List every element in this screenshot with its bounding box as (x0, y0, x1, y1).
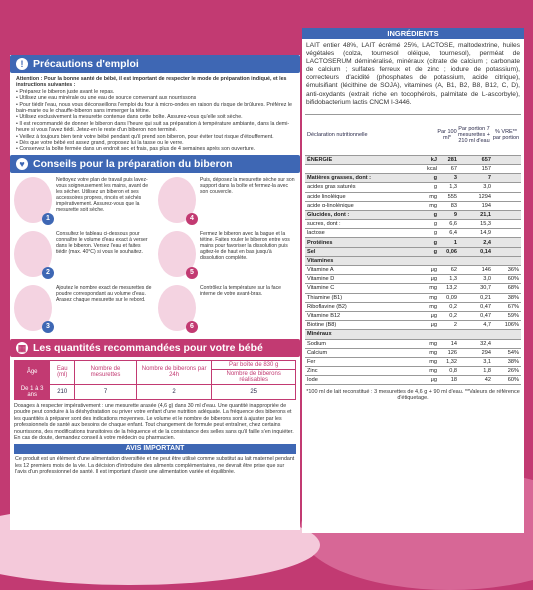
nutrition-cell-b: 1294 (459, 192, 493, 201)
step-number: 1 (42, 213, 54, 225)
precaution-item: • Préparez le biberon juste avant le repas. (16, 88, 115, 95)
nutrition-col-portion: Par portion 7 mesurettes + 210 ml d'eau (458, 125, 490, 144)
nutrition-cell-c: 59% (493, 311, 521, 320)
step-illustration (14, 231, 52, 277)
nutrition-cell-unit: μg (425, 376, 439, 385)
nutrition-cell-b: 3,1 (459, 357, 493, 366)
nutrition-cell-unit: g (425, 238, 439, 247)
nutrition-col-vre: % VRE** par portion (492, 128, 520, 141)
nutrition-row (305, 330, 521, 339)
nutrition-cell-c: 38% (493, 357, 521, 366)
nutrition-cell-a: 0,09 (439, 293, 459, 302)
nutrition-cell-c (493, 339, 521, 348)
nutrition-cell-b: 1,8 (459, 367, 493, 376)
nutrition-cell-a: 6,4 (439, 229, 459, 238)
nutrition-cell-a: 0,06 (439, 247, 459, 256)
nutrition-row (305, 201, 521, 210)
nutrition-cell-unit: g (425, 229, 439, 238)
nutrition-cell-unit: μg (425, 311, 439, 320)
nutrition-cell-b: 30,7 (459, 284, 493, 293)
nutrition-cell-c (493, 174, 521, 183)
quantities-body (10, 357, 300, 444)
nutrition-cell-b: 21,1 (459, 210, 493, 219)
q-cell-bottles-day: 2 (136, 384, 211, 399)
nutrition-cell-a (439, 256, 459, 265)
q-header-per-box: Par boîte de 830 g (212, 360, 296, 369)
nutrition-cell-a: 83 (439, 201, 459, 210)
nutrition-cell-b: 194 (459, 201, 493, 210)
nutrition-row (305, 302, 521, 311)
nutrition-cell-a: 0,2 (439, 302, 459, 311)
nutrition-cell-label: Calcium (305, 348, 425, 357)
step-number: 6 (186, 321, 198, 333)
nutrition-cell-a: 555 (439, 192, 459, 201)
nutrition-cell-b: 0,47 (459, 311, 493, 320)
step-1 (14, 177, 152, 227)
nutrition-cell-c: 38% (493, 293, 521, 302)
nutrition-row (305, 164, 521, 173)
step-text: Consultez le tableau ci-dessous pour connaître le volume d'eau exact à verser dans le biberon. Versez l'eau et faites tiédir (max. 40°C) si vous le souhaitez. (56, 230, 148, 255)
nutrition-cell-c (493, 201, 521, 210)
nutrition-cell-label: acides gras saturés (305, 183, 425, 192)
nutrition-cell-c (493, 164, 521, 173)
nutrition-cell-a: 0,2 (439, 311, 459, 320)
nutrition-cell-unit: mg (425, 367, 439, 376)
quantities-header (10, 339, 300, 357)
step-illustration (158, 231, 196, 277)
precautions-title: Précautions d'emploi (33, 58, 139, 70)
conseils-header (10, 155, 300, 173)
nutrition-cell-label: Protéines (305, 238, 425, 247)
nutrition-cell-label: Riboflavine (B2) (305, 302, 425, 311)
nutrition-cell-c (493, 330, 521, 339)
nutrition-cell-a: 281 (439, 156, 459, 165)
nutrition-cell-unit: g (425, 183, 439, 192)
nutrition-cell-b: 157 (459, 164, 493, 173)
step-text: Ajoutez le nombre exact de mesurettes de poudre correspondant au volume d'eau. Arasez chaque mesurette sur le rebord. (56, 284, 152, 303)
nutrition-header (305, 114, 521, 156)
nutrition-cell-b: 0,47 (459, 302, 493, 311)
step-illustration (14, 177, 52, 223)
nutrition-row (305, 183, 521, 192)
step-number: 2 (42, 267, 54, 279)
precautions-list (16, 89, 294, 153)
nutrition-cell-label: ÉNERGIE (305, 156, 425, 165)
nutrition-cell-a: 62 (439, 266, 459, 275)
quantities-title: Les quantités recommandées pour votre bébé (33, 341, 263, 354)
nutrition-row (305, 266, 521, 275)
nutrition-cell-unit: kcal (425, 164, 439, 173)
step-text: Nettoyez votre plan de travail puis lavez-vous soigneusement les mains, avant de les sécher. Utilisez un biberon et ses accessoires propres, rincés et séchés impérativement. Assurez-vous que la mesurette soit sèche. (56, 176, 149, 213)
nutrition-cell-unit: g (425, 247, 439, 256)
avis-text: Ce produit est un élément d'une alimentation diversifiée et ne peut être utilisé comme substitut au lait maternel pendant les 12 premiers mois de la vie. La décision d'introduire des aliments complémentaires, ne devrait être prise que sur l'avis d'un professionnel de santé. Il est important d'avoir une alimentation variée et équilibrée. (15, 456, 295, 476)
nutrition-cell-label: Sel (305, 247, 425, 256)
nutrition-row (305, 156, 521, 165)
nutrition-cell-label (305, 164, 425, 173)
q-cell-scoops: 7 (75, 384, 137, 399)
q-header-water: Eau (ml) (50, 360, 75, 384)
quantities-table (14, 360, 296, 400)
nutrition-cell-unit: mg (425, 293, 439, 302)
nutrition-cell-label: Matières grasses, dont : (305, 174, 425, 183)
nutrition-cell-label: Vitamine D (305, 275, 425, 284)
dosage-text: Dosages à respecter impérativement : une mesurette arasée (4,6 g) dans 30 ml d'eau. Une quantité inappropriée de poudre peut conduire à la déshydratation ou priver votre enfant d'une nutrition adéquate. La fréquence des biberons et les quantités à préparer sont des indications moyennes. Le volume et le nombre de biberons sont à ajuster par les professionnels de santé aux besoins de chaque enfant. Tout changement de formule peut entraîner, chez certains nourrissons, des modifications transitoires de la fréquence et de la consistance des selles sans qu'il faille s'en inquiéter. En cas de doute, demandez conseil à votre médecin ou pharmacien. (14, 402, 294, 441)
precaution-item: • Utilisez une eau minérale ou une eau de source convenant aux nourrissons (16, 95, 197, 102)
nutrition-cell-b: 7 (459, 174, 493, 183)
nutrition-cell-label: Vitamines (305, 256, 425, 265)
nutrition-cell-label: Sodium (305, 339, 425, 348)
ingredients-text: LAIT entier 48%, LAIT écrémé 25%, LACTOSE, maltodextrine, huiles végétales (colza, tournesol oléique, tournesol), perméat de LACTOSERUM déminéralisé, minéraux (citrate de calcium ; carbonate de calcium ; sulfates ferreux et de zinc ; iodure de potassium), correcteurs d'acidité (phosphates de potassium, acide citrique), émulsifiant (lécithine de SOJA), vitamines (A, B1, B2, B8, B12, C, D), anti-oxydants (extrait riche en tocophérols, palmitate de L-ascorbyle), bifidobacterium lactis CNCM I-3446. (306, 42, 520, 106)
step-illustration (158, 177, 196, 223)
nutrition-cell-label: Minéraux (305, 330, 425, 339)
nutrition-cell-b: 146 (459, 266, 493, 275)
nutrition-cell-unit: mg (425, 302, 439, 311)
nutrition-cell-unit: mg (425, 357, 439, 366)
nutrition-row (305, 229, 521, 238)
nutrition-cell-unit: g (425, 220, 439, 229)
step-5 (158, 231, 296, 281)
nutrition-cell-a: 6,6 (439, 220, 459, 229)
precautions-attention: Attention : Pour la bonne santé de bébé, il est important de respecter le mode de préparation indiqué, et les instructions suivantes : (16, 76, 287, 89)
q-header-bottles-day: Nombre de biberons par 24h (136, 360, 211, 384)
conseils-title: Conseils pour la préparation du biberon (33, 157, 233, 170)
precautions-header (10, 55, 300, 73)
q-cell-age: De 1 à 3 ans (15, 384, 50, 399)
nutrition-cell-label: Iode (305, 376, 425, 385)
q-header-age: Âge (15, 360, 50, 384)
nutrition-cell-label: Vitamine A (305, 266, 425, 275)
q-header-scoops: Nombre de mesurettes (75, 360, 137, 384)
nutrition-cell-label: Thiamine (B1) (305, 293, 425, 302)
nutrition-cell-c: 60% (493, 376, 521, 385)
nutrition-cell-b: 657 (459, 156, 493, 165)
nutrition-row (305, 275, 521, 284)
precaution-item: • Il est recommandé de donner le biberon dans l'heure qui suit sa préparation à température ambiante, dans la demi-heure si vous l'avez tiédi. Jetez-en le reste d'un biberon non terminé. (16, 120, 290, 134)
nutrition-cell-unit (425, 330, 439, 339)
step-number: 4 (186, 213, 198, 225)
precaution-item: • Conservez la boîte fermée dans un endroit sec et frais, pas plus de 4 semaines après son ouverture. (16, 146, 256, 153)
nutrition-row (305, 357, 521, 366)
nutrition-cell-a: 13,2 (439, 284, 459, 293)
nutrition-cell-b: 294 (459, 348, 493, 357)
precautions-body (10, 73, 300, 155)
nutrition-row (305, 367, 521, 376)
nutrition-cell-a: 2 (439, 321, 459, 330)
nutrition-cell-label: lactose (305, 229, 425, 238)
q-cell-water: 210 (50, 384, 75, 399)
nutrition-cell-a: 14 (439, 339, 459, 348)
avis-header: AVIS IMPORTANT (14, 444, 296, 454)
nutrition-table (305, 156, 521, 386)
left-column (10, 55, 300, 530)
nutrition-row (305, 339, 521, 348)
step-illustration (14, 285, 52, 331)
nutrition-cell-a: 3 (439, 174, 459, 183)
nutrition-cell-label: Vitamine B12 (305, 311, 425, 320)
nutrition-row (305, 348, 521, 357)
ingredients-header: INGRÉDIENTS (302, 28, 524, 39)
nutrition-cell-a: 1,3 (439, 275, 459, 284)
nutrition-cell-c (493, 238, 521, 247)
nutrition-row (305, 321, 521, 330)
step-text: Puis, déposez la mesurette sèche sur son support dans la boîte et fermez-la avec son couvercle. (200, 176, 295, 195)
nutrition-cell-b: 0,21 (459, 293, 493, 302)
nutrition-cell-c: 54% (493, 348, 521, 357)
nutrition-cell-c: 68% (493, 284, 521, 293)
nutrition-cell-label: Biotine (B8) (305, 321, 425, 330)
nutrition-cell-a (439, 330, 459, 339)
nutrition-cell-c: 26% (493, 367, 521, 376)
nutrition-cell-label: Vitamine C (305, 284, 425, 293)
nutrition-cell-label: acide α-linolénique (305, 201, 425, 210)
nutrition-cell-unit: mg (425, 339, 439, 348)
nutrition-cell-c: 60% (493, 275, 521, 284)
nutrition-cell-a: 1,32 (439, 357, 459, 366)
nutrition-cell-c (493, 183, 521, 192)
step-3 (14, 285, 152, 335)
nutrition-row (305, 284, 521, 293)
nutrition-row (305, 192, 521, 201)
nutrition-cell-c (493, 210, 521, 219)
nutrition-cell-a: 1,3 (439, 183, 459, 192)
nutrition-cell-c (493, 192, 521, 201)
nutrition-row (305, 311, 521, 320)
nutrition-cell-unit: kJ (425, 156, 439, 165)
nutrition-cell-unit: g (425, 210, 439, 219)
nutrition-row (305, 220, 521, 229)
precaution-item: • Utilisez exclusivement la mesurette contenue dans cette boîte. Assurez-vous qu'elle soit sèche. (16, 114, 243, 121)
steps-grid (10, 173, 300, 339)
precaution-item: • Pour tiédir l'eau, nous vous déconseillons l'emploi du four à micro-ondes en raison du risque de brûlures. Préférez le bain-marie ou le chauffe-biberon sans immerger la tétine. (16, 101, 292, 115)
nutrition-cell-c (493, 247, 521, 256)
nutrition-cell-unit: mg (425, 348, 439, 357)
nutrition-cell-b: 15,3 (459, 220, 493, 229)
nutrition-cell-c: 67% (493, 302, 521, 311)
nutrition-cell-label: Fer (305, 357, 425, 366)
calendar-icon: ▦ (17, 342, 27, 353)
nutrition-cell-a: 1 (439, 238, 459, 247)
step-text: Contrôlez la température sur la face interne de votre avant-bras. (200, 284, 281, 297)
nutrition-row (305, 247, 521, 256)
nutrition-cell-b (459, 256, 493, 265)
nutrition-cell-a: 18 (439, 376, 459, 385)
nutrition-cell-b: 2,4 (459, 238, 493, 247)
nutrition-row (305, 210, 521, 219)
nutrition-cell-c (493, 256, 521, 265)
nutrition-cell-unit: μg (425, 266, 439, 275)
precaution-item: • Dès que votre bébé est assez grand, proposez lui la tasse ou le verre. (16, 140, 184, 147)
nutrition-cell-c: 36% (493, 266, 521, 275)
nutrition-cell-label: acide linoléique (305, 192, 425, 201)
nutrition-cell-unit: μg (425, 321, 439, 330)
nutrition-cell-c: 106% (493, 321, 521, 330)
nutrition-row (305, 376, 521, 385)
nutrition-cell-b: 3,0 (459, 183, 493, 192)
nutrition-row (305, 293, 521, 302)
bottle-icon: ♥ (16, 158, 28, 170)
q-cell-bottles-box: 25 (212, 384, 296, 399)
precaution-item: • Veillez à toujours bien tenir votre bébé pendant qu'il prend son biberon, pour éviter tout risque d'étouffement. (16, 133, 274, 140)
right-column (302, 28, 524, 533)
step-4 (158, 177, 296, 227)
nutrition-cell-unit: g (425, 174, 439, 183)
nutrition-cell-b: 42 (459, 376, 493, 385)
nutrition-cell-c (493, 156, 521, 165)
nutrition-cell-a: 0,8 (439, 367, 459, 376)
step-illustration (158, 285, 196, 331)
nutrition-cell-b (459, 330, 493, 339)
nutrition-cell-b: 3,0 (459, 275, 493, 284)
nutrition-footnote: *100 ml de lait reconstitué : 3 mesurettes de 4,6 g + 90 ml d'eau. **Valeurs de référence d'étiquetage. (306, 389, 520, 402)
nutrition-row (305, 238, 521, 247)
nutrition-cell-unit: mg (425, 284, 439, 293)
nutrition-cell-b: 0,14 (459, 247, 493, 256)
step-number: 5 (186, 267, 198, 279)
nutrition-cell-label: sucres, dont : (305, 220, 425, 229)
nutrition-row (305, 174, 521, 183)
nutrition-cell-label: Zinc (305, 367, 425, 376)
step-2 (14, 231, 152, 281)
nutrition-cell-unit (425, 256, 439, 265)
nutrition-cell-a: 67 (439, 164, 459, 173)
nutrition-cell-unit: mg (425, 192, 439, 201)
info-icon: ! (16, 58, 28, 70)
nutrition-cell-b: 4,7 (459, 321, 493, 330)
nutrition-row (305, 256, 521, 265)
q-header-bottles-box: Nombre de biberons réalisables (212, 369, 296, 384)
nutrition-cell-unit: μg (425, 275, 439, 284)
nutrition-col-100: Par 100 ml* (437, 128, 457, 141)
nutrition-cell-label: Glucides, dont : (305, 210, 425, 219)
nutrition-cell-c (493, 229, 521, 238)
nutrition-header-label: Déclaration nutritionnelle (307, 131, 368, 138)
nutrition-cell-a: 126 (439, 348, 459, 357)
step-text: Fermez le biberon avec la bague et la tétine. Faites rouler le biberon entre vos mains pour favoriser la dissolution puis agitez-le de haut en bas jusqu'à dissolution complète. (200, 230, 290, 261)
nutrition-cell-unit: mg (425, 201, 439, 210)
nutrition-cell-a: 9 (439, 210, 459, 219)
nutrition-panel (305, 114, 521, 402)
nutrition-cell-c (493, 220, 521, 229)
step-number: 3 (42, 321, 54, 333)
nutrition-cell-b: 32,4 (459, 339, 493, 348)
step-6 (158, 285, 296, 335)
nutrition-cell-b: 14,9 (459, 229, 493, 238)
